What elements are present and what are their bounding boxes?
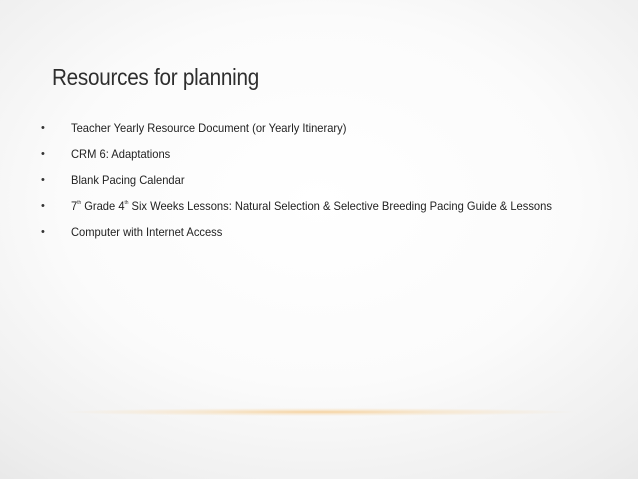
ordinal-suffix: th	[77, 200, 82, 206]
bullet-icon: •	[41, 148, 45, 160]
bullet-text: Computer with Internet Access	[71, 225, 223, 239]
bullet-item-computer	[40, 224, 585, 240]
bullet-text	[71, 198, 587, 214]
bullet-item-lessons	[40, 198, 585, 214]
bullet-item-pacing-calendar	[40, 172, 585, 188]
bullet-icon: •	[41, 174, 45, 186]
bullet-text: CRM 6: Adaptations	[71, 147, 171, 161]
grade-text: Grade 4	[81, 199, 125, 213]
bullet-icon: •	[41, 200, 45, 212]
lesson-text: Six Weeks Lessons: Natural Selection & Selective Breeding Pacing Guide & Lessons	[128, 199, 552, 213]
bullet-text: Teacher Yearly Resource Document (or Yearly Itinerary)	[71, 121, 347, 135]
grade-number: 7	[71, 199, 78, 213]
bullet-icon: •	[41, 226, 45, 238]
decorative-accent-line	[60, 408, 578, 416]
bullet-list	[40, 120, 585, 250]
slide-title: Resources for planning	[52, 64, 259, 90]
bullet-text: Blank Pacing Calendar	[71, 173, 185, 187]
bullet-item-resource-document	[40, 120, 585, 136]
bullet-item-crm	[40, 146, 585, 162]
bullet-icon: •	[41, 122, 45, 134]
ordinal-suffix: th	[124, 200, 129, 206]
